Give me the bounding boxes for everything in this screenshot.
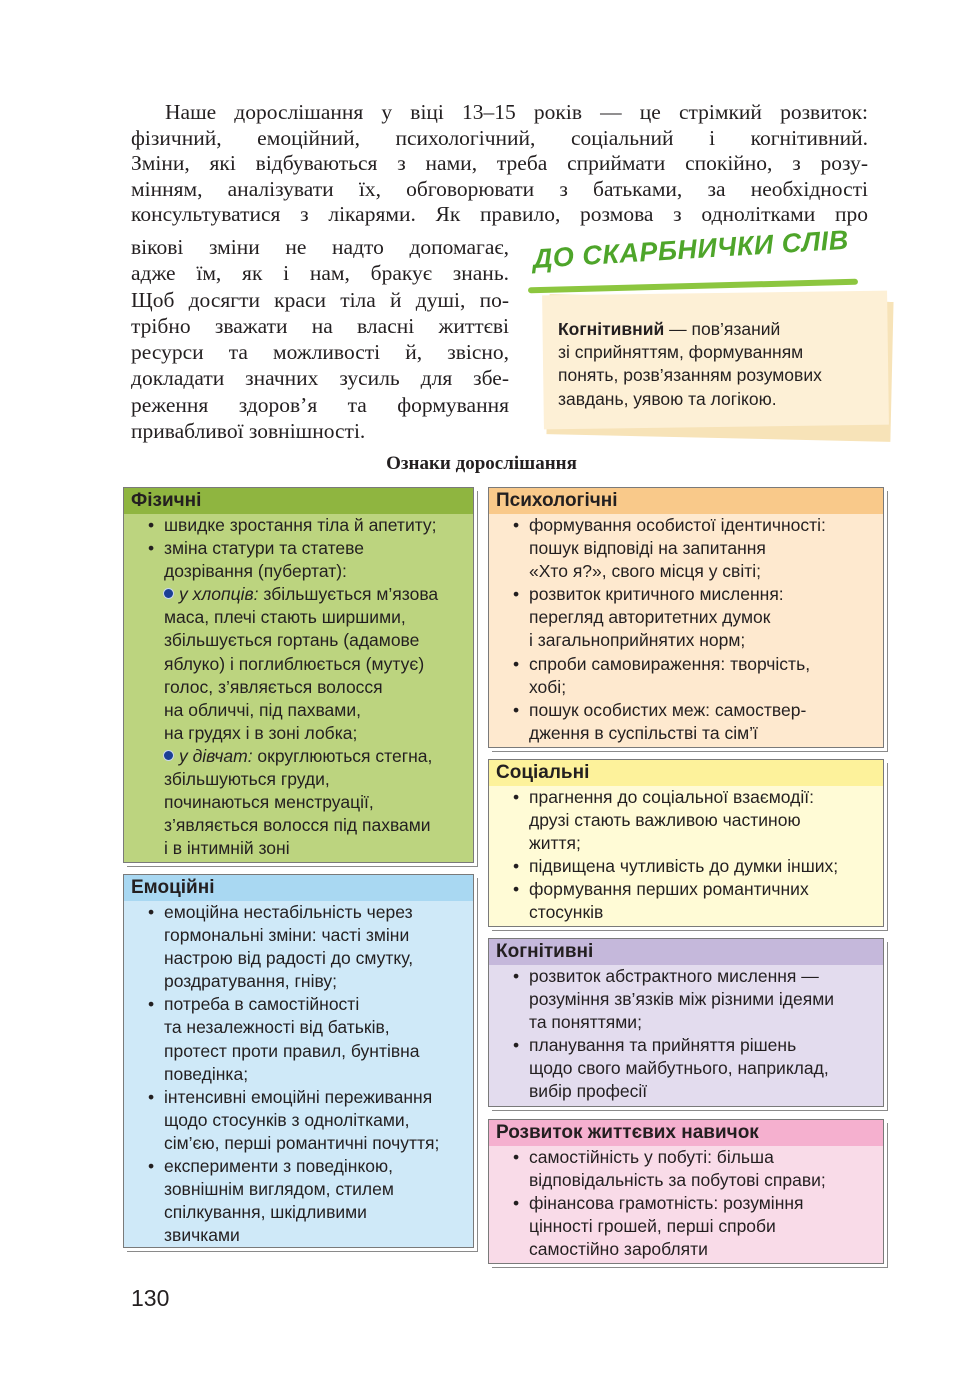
list-item <box>148 1086 473 1155</box>
item-line: і загальноприйнятих норм; <box>529 630 746 651</box>
item-line: формування особистої ідентичності: <box>529 515 826 535</box>
item-line: прагнення до соціальної взаємодії: <box>529 787 814 807</box>
bullet-list <box>489 1146 883 1261</box>
list-item <box>148 993 473 1085</box>
item-line: протест проти правил, бунтівна <box>164 1040 420 1061</box>
item-line: та поняттями; <box>529 1012 642 1033</box>
box-title: Емоційні <box>124 875 473 901</box>
vocabulary-title: ДО СКАРБНИЧКИ СЛІВ <box>532 224 850 274</box>
section-title: Ознаки дорослішання <box>386 453 577 474</box>
item-line: зміна статури та статеве <box>164 538 364 559</box>
box-title: Розвиток життєвих навичок <box>489 1120 883 1146</box>
list-item <box>513 1034 883 1103</box>
item-line: «Хто я?», свого місця у світі; <box>529 561 762 582</box>
box-title: Фізичні <box>124 488 473 514</box>
psychological-signs-box <box>488 487 884 748</box>
item-line: настрою від радості до смутку, <box>164 948 414 969</box>
item-line: інтенсивні емоційні переживання <box>164 1086 433 1107</box>
intro-paragraph-continued <box>131 234 509 444</box>
intro-line: вікові зміни не надто допомагає, <box>131 235 509 259</box>
list-item <box>148 514 473 537</box>
life-skills-box <box>488 1119 884 1264</box>
item-line: відповідальність за побутові справи; <box>529 1170 826 1191</box>
bullet-list <box>489 965 883 1104</box>
item-line: підвищена чутливість до думки інших; <box>529 856 839 877</box>
emotional-signs-box <box>123 874 474 1248</box>
intro-line: реження здоров’я та формування <box>131 392 509 417</box>
item-line: поведінка; <box>164 1063 249 1084</box>
item-line: друзі стають важливою частиною <box>529 810 801 831</box>
bullet-list <box>489 514 883 745</box>
item-line: експерименти з поведінкою, <box>164 1156 394 1177</box>
boys-label: у хлопців: <box>179 584 259 605</box>
list-item <box>148 1155 473 1247</box>
item-line: щодо стосунків з однолітками, <box>164 1109 410 1130</box>
item-line: роздратування, гніву; <box>164 971 337 992</box>
list-item <box>148 901 473 993</box>
item-line: збільшується гортань (адамове <box>164 630 420 651</box>
item-line: на обличчі, під пахвами, <box>164 699 361 720</box>
definition-line: — пов’язаний <box>664 319 781 339</box>
item-line: маса, плечі стають ширшими, <box>164 607 406 628</box>
item-line: потреба в самостійності <box>164 994 360 1015</box>
item-line: швидке зростання тіла й апетиту; <box>164 515 437 535</box>
item-line: починаються менструації, <box>164 792 374 813</box>
intro-paragraph <box>131 100 868 228</box>
list-item <box>513 583 883 652</box>
page-number: 130 <box>131 1285 170 1311</box>
item-line: дозрівання (пубертат): <box>164 561 347 582</box>
bullet-list <box>124 514 473 860</box>
item-line: яблуко) і поглиблюється (мутує) <box>164 653 425 674</box>
item-line: розвиток критичного мислення: <box>529 584 784 605</box>
intro-line: консультуватися з лікарями. Як правило, розмова з однолітками про <box>131 202 868 227</box>
item-line: дження в суспільстві та сім’ї <box>529 722 758 743</box>
list-item <box>513 514 883 583</box>
vocabulary-definition <box>558 318 858 411</box>
item-line: формування перших романтичних <box>529 879 809 900</box>
item-line: емоційна нестабільність через <box>164 902 413 922</box>
item-line: перегляд авторитетних думок <box>529 607 771 628</box>
item-line: планування та прийняття рішень <box>529 1035 797 1056</box>
list-item <box>513 653 883 699</box>
box-title: Соціальні <box>489 760 883 786</box>
item-line: спілкування, шкідливими <box>164 1202 367 1223</box>
definition-line: зі сприйняттям, формуванням <box>558 342 804 363</box>
definition-line: понять, розв’язанням розумових <box>558 365 822 386</box>
list-item <box>513 965 883 1034</box>
item-line: збільшуються груди, <box>164 769 330 790</box>
intro-line: Щоб досягти краси тіла й душі, по- <box>131 287 509 312</box>
girls-subitem <box>164 745 473 768</box>
item-line: і в інтимній зоні <box>164 838 290 859</box>
item-line: збільшується м’язова <box>258 584 439 605</box>
item-line: на грудях і в зоні лобка; <box>164 722 358 743</box>
intro-line: привабливої зовнішності. <box>131 419 366 444</box>
intro-line: Зміни, які відбуваються з нами, треба сприймати спокійно, з розу- <box>131 151 868 176</box>
sub-bullet-icon <box>164 751 173 760</box>
bullet-list <box>489 786 883 925</box>
list-item <box>513 878 883 924</box>
list-item <box>148 537 473 860</box>
social-signs-box <box>488 759 884 927</box>
sub-bullet-icon <box>164 589 173 598</box>
item-line: фінансова грамотність: розуміння <box>529 1193 804 1214</box>
boys-subitem <box>164 583 473 606</box>
intro-line: фізичний, емоційний, психологічний, соціальний і когнітивний. <box>131 125 868 150</box>
item-line: розуміння зв’язків між різними ідеями <box>529 989 835 1010</box>
cognitive-signs-box <box>488 938 884 1107</box>
item-line: щодо свого майбутнього, наприклад, <box>529 1058 829 1079</box>
item-line: пошук особистих меж: самоствер- <box>529 699 807 720</box>
item-line: зовнішнім виглядом, стилем <box>164 1179 394 1200</box>
definition-line: завдань, уявою та логікою. <box>558 388 777 409</box>
bullet-list <box>124 901 473 1247</box>
list-item <box>513 855 883 878</box>
item-line: з’являється волосся під пахвами <box>164 815 431 836</box>
box-title: Когнітивні <box>489 939 883 965</box>
item-line: голос, з’являється волосся <box>164 676 383 697</box>
item-line: та незалежності від батьків, <box>164 1017 390 1038</box>
item-line: гормональні зміни: часті зміни <box>164 925 410 946</box>
item-line: цінності грошей, перші спроби <box>529 1216 776 1237</box>
item-line: стосунків <box>529 902 604 923</box>
item-line: життя; <box>529 833 581 854</box>
item-line: розвиток абстрактного мислення — <box>529 966 819 986</box>
list-item <box>513 1192 883 1261</box>
item-line: пошук відповіді на запитання <box>529 538 766 559</box>
item-line: сім’єю, перші романтичні почуття; <box>164 1132 440 1153</box>
intro-line: ресурси та можливості й, звісно, <box>131 340 509 365</box>
vocabulary-term: Когнітивний <box>558 319 665 339</box>
list-item <box>513 1146 883 1192</box>
item-line: самостійність у побуті: більша <box>529 1147 774 1167</box>
item-line: округлюються стегна, <box>252 745 433 766</box>
intro-line: докладати значних зусиль для збе- <box>131 366 509 391</box>
item-line: спроби самовираження: творчість, <box>529 653 811 674</box>
intro-line: трібно зважати на власні життєві <box>131 313 509 338</box>
item-line: вибір професії <box>529 1081 648 1102</box>
girls-label: у дівчат: <box>179 745 253 766</box>
item-line: самостійно заробляти <box>529 1239 708 1260</box>
item-line: хобі; <box>529 676 567 697</box>
intro-line: адже їм, як і нам, бракує знань. <box>131 261 509 286</box>
list-item <box>513 699 883 745</box>
intro-line: мінням, аналізувати їх, обговорювати з батьками, за необхідності <box>131 176 868 201</box>
physical-signs-box <box>123 487 474 863</box>
item-line: звичками <box>164 1225 240 1246</box>
box-title: Психологічні <box>489 488 883 514</box>
list-item <box>513 786 883 855</box>
intro-line: Наше дорослішання у віці 13–15 років — це стрімкий розвиток: <box>165 100 868 124</box>
